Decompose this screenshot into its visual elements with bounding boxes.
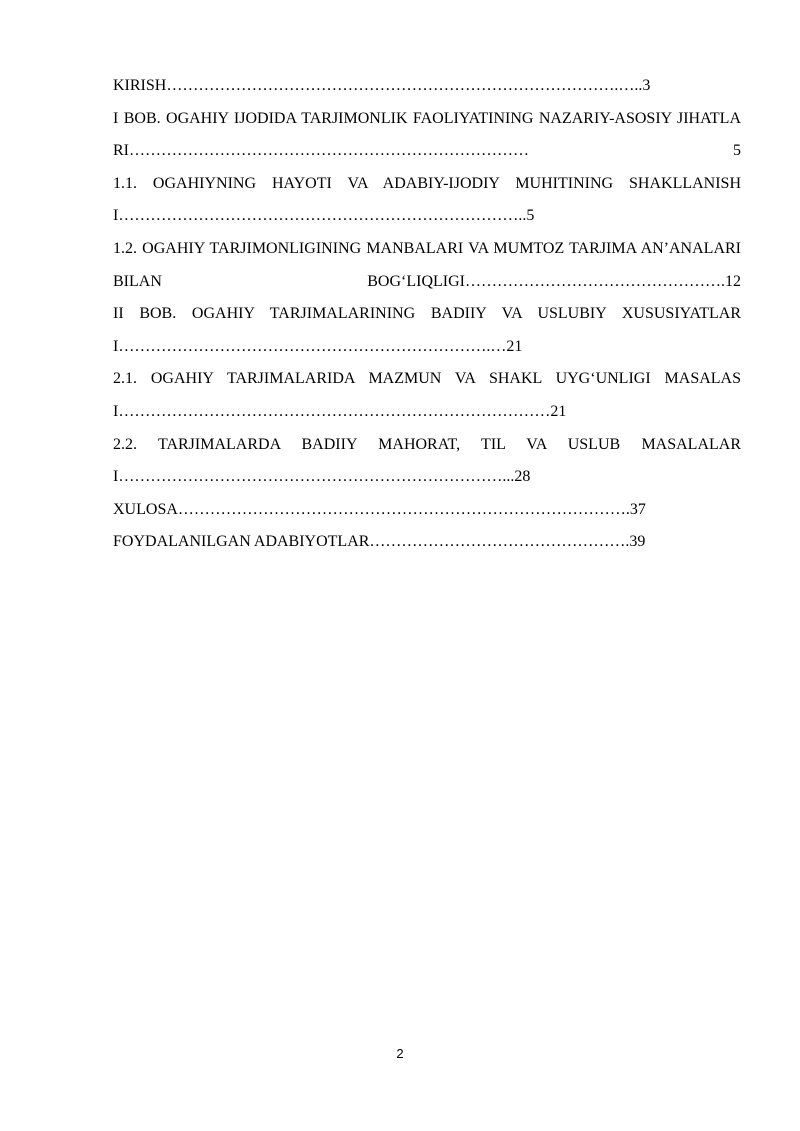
- toc-entry-section-2-1: 2.1. OGAHIY TARJIMALARIDA MAZMUN VA SHAKL UYG‘UNLIGI MASALASI………………………………………………………………………21: [113, 370, 741, 420]
- page-number: 2: [396, 1046, 404, 1061]
- toc-entry-section-1-2: 1.2. OGAHIY TARJIMONLIGINING MANBALARI VA MUMTOZ TARJIMA AN’ANALARI BILAN BOG‘LIQLIGI………………………………………….12: [113, 239, 741, 290]
- toc-entry-section-1-1: 1.1. OGAHIYNING HAYOTI VA ADABIY-IJODIY MUHITINING SHAKLLANISHI…………………………………………………………………..5: [113, 174, 741, 225]
- table-of-contents: [113, 70, 741, 559]
- toc-entry-bibliography: FOYDALANILGAN ADABIYOTLAR………………………………………….39: [113, 533, 646, 551]
- toc-entry-chapter-1: I BOB. OGAHIY IJODIDA TARJIMONLIK FAOLIYATINING NAZARIY-ASOSIY JIHATLARI………………………………………………………………… 5: [113, 109, 741, 160]
- toc-entry-section-2-2: 2.2. TARJIMALARDA BADIIY MAHORAT, TIL VA USLUB MASALALARI………………………………………………………………...28: [113, 435, 741, 486]
- toc-entry-xulosa: XULOSA………………………………………………………………………….37: [113, 500, 646, 518]
- toc-entry-chapter-2: II BOB. OGAHIY TARJIMALARINING BADIIY VA USLUBIY XUSUSIYATLARI…………………………………………………………….…21: [113, 305, 741, 355]
- toc-entry-kirish: KIRISH………………………………………………………………………….…..3: [113, 77, 651, 94]
